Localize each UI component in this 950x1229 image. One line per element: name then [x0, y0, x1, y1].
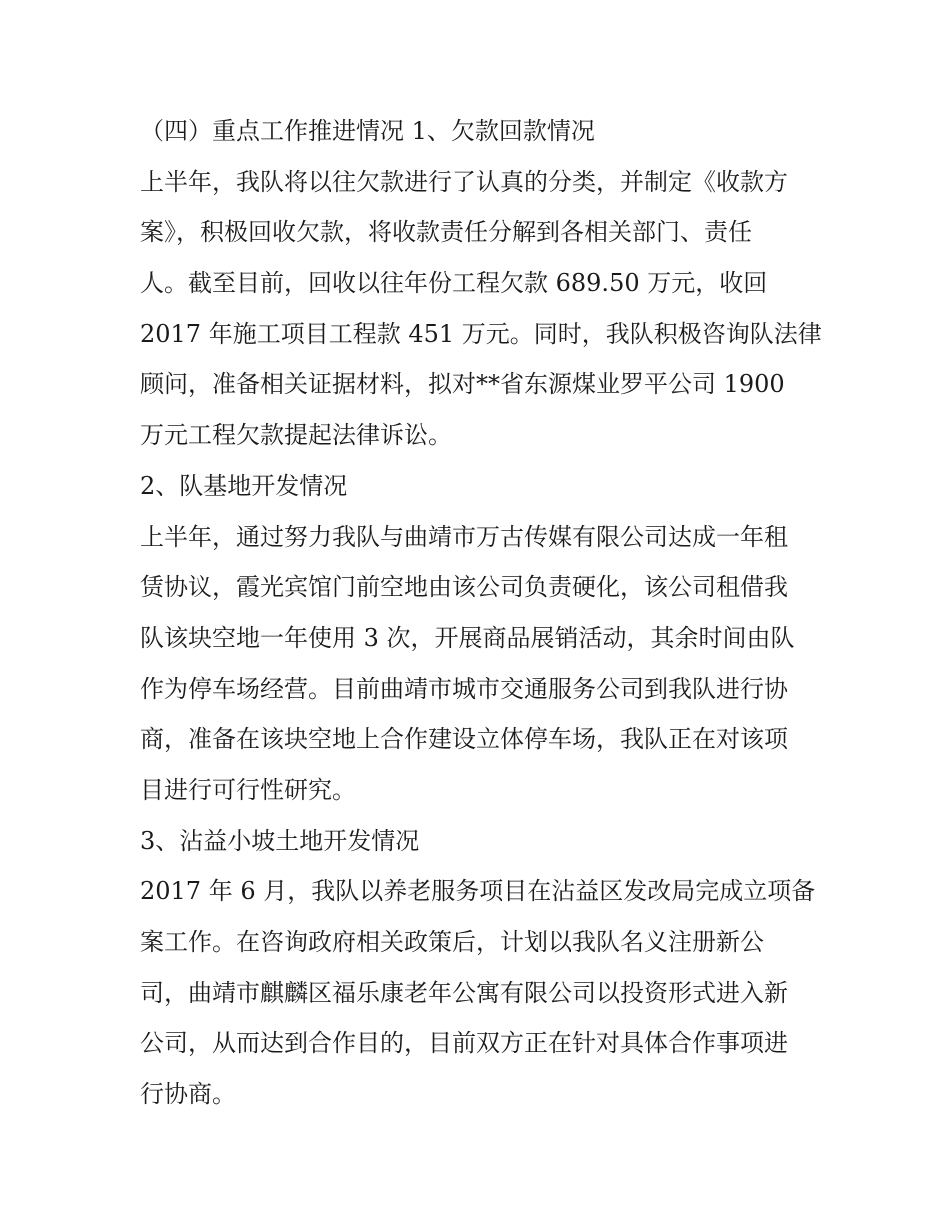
document-body: [140, 106, 820, 1120]
paragraph-line: 司，曲靖市麒麟区福乐康老年公寓有限公司以投资形式进入新: [140, 978, 788, 1007]
paragraph-line: 案》，积极回收欠款，将收款责任分解到各相关部门、责任: [140, 218, 752, 247]
paragraph-line: 作为停车场经营。目前曲靖市城市交通服务公司到我队进行协: [140, 674, 788, 703]
paragraph-line: 2017 年 6 月，我队以养老服务项目在沾益区发改局完成立项备: [140, 877, 816, 906]
paragraph-line: 上半年，通过努力我队与曲靖市万古传媒有限公司达成一年租: [140, 522, 788, 551]
paragraph-line: 队该块空地一年使用 3 次，开展商品展销活动，其余时间由队: [140, 623, 795, 652]
paragraph-line: 2017 年施工项目工程款 451 万元。同时，我队积极咨询队法律: [140, 319, 822, 348]
paragraph-line: 万元工程欠款提起法律诉讼。: [140, 421, 452, 450]
section-heading-land-development: 3、沾益小坡土地开发情况: [140, 826, 420, 855]
paragraph-line: 顾问，准备相关证据材料，拟对**省东源煤业罗平公司 1900: [140, 370, 785, 399]
paragraph-line: 行协商。: [140, 1080, 236, 1109]
section-heading-key-work: （四）重点工作推进情况 1、欠款回款情况: [140, 117, 595, 145]
paragraph-line: 公司，从而达到合作目的，目前双方正在针对具体合作事项进: [140, 1029, 788, 1058]
paragraph-line: 人。截至目前，回收以往年份工程欠款 689.50 万元，收回: [140, 269, 768, 298]
paragraph-line: 商，准备在该块空地上合作建设立体停车场，我队正在对该项: [140, 725, 788, 754]
paragraph-line: 案工作。在咨询政府相关政策后，计划以我队名义注册新公: [140, 928, 764, 956]
paragraph-line: 上半年，我队将以往欠款进行了认真的分类，并制定《收款方: [140, 167, 788, 196]
paragraph-line: 目进行可行性研究。: [140, 775, 356, 804]
paragraph-line: 赁协议，霞光宾馆门前空地由该公司负责硬化，该公司租借我: [140, 573, 788, 602]
section-heading-base-development: 2、队基地开发情况: [140, 471, 348, 500]
